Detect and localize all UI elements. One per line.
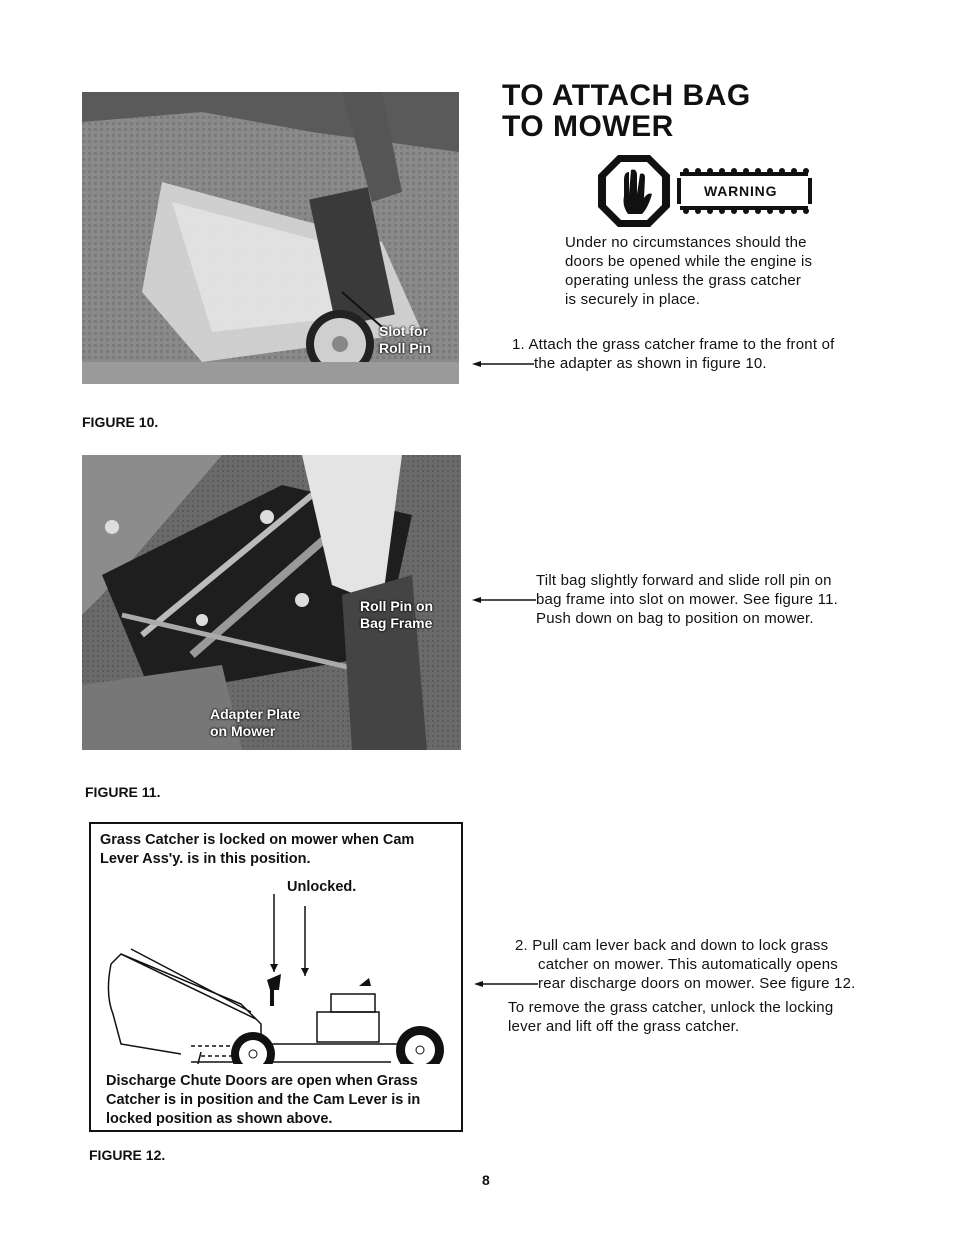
text-line: Lever Ass'y. is in this position. xyxy=(100,851,311,867)
unlocked-label: Unlocked. xyxy=(287,879,357,895)
step-2 xyxy=(515,936,905,955)
figure-12-caption: FIGURE 12. xyxy=(89,1147,166,1163)
step-tilt-line: Tilt bag slightly forward and slide roll pin on xyxy=(536,572,832,589)
warning-line: is securely in place. xyxy=(565,291,701,308)
label-line: Slot for xyxy=(379,323,428,339)
remove-line: lever and lift off the grass catcher. xyxy=(508,1018,740,1035)
title-line-2: TO MOWER xyxy=(502,110,674,143)
step-tilt-line: Push down on bag to position on mower. xyxy=(536,610,814,627)
warning-line: doors be opened while the engine is xyxy=(565,253,813,270)
warning-label: WARNING xyxy=(704,183,778,199)
warning-line: operating unless the grass catcher xyxy=(565,272,802,289)
pointer-arrow-icon xyxy=(472,595,538,605)
figure-12-box xyxy=(89,822,463,1132)
page-title xyxy=(502,80,802,142)
step-2-line-3: rear discharge doors on mower. See figure 12. xyxy=(538,975,856,992)
step-2-number: 2. xyxy=(515,937,528,954)
mower-line-diagram xyxy=(91,894,461,1064)
figure-11-roll-pin-label xyxy=(360,598,433,632)
pointer-arrow-icon xyxy=(472,359,536,369)
step-1 xyxy=(512,335,902,354)
text-line: Discharge Chute Doors are open when Grass xyxy=(106,1073,418,1089)
figure-10-label xyxy=(379,323,431,357)
label-line: Adapter Plate xyxy=(210,706,301,722)
step-tilt-line: bag frame into slot on mower. See figure 11. xyxy=(536,591,839,608)
figure-10-photo xyxy=(82,92,459,384)
text-line: Catcher is in position and the Cam Lever is in xyxy=(106,1092,421,1108)
text-line: locked position as shown above. xyxy=(106,1111,333,1127)
figure-11-caption: FIGURE 11. xyxy=(85,784,161,800)
figure-12-top-text xyxy=(100,831,460,869)
figure-11-adapter-label xyxy=(210,706,300,740)
step-1-line-1: Attach the grass catcher frame to the front of xyxy=(528,336,835,353)
step-1-line-2: the adapter as shown in figure 10. xyxy=(534,355,767,372)
warning-line: Under no circumstances should the xyxy=(565,234,807,251)
title-line-1: TO ATTACH BAG xyxy=(502,79,751,112)
figure-12-bottom-text xyxy=(106,1072,462,1129)
step-tilt xyxy=(536,571,906,628)
label-line: Bag Frame xyxy=(360,615,433,631)
remove-instructions xyxy=(508,998,908,1036)
label-line: Roll Pin on xyxy=(360,598,434,614)
label-line: Roll Pin xyxy=(379,340,432,356)
step-1-number: 1. xyxy=(512,336,525,353)
label-line: on Mower xyxy=(210,723,276,739)
figure-10-caption: FIGURE 10. xyxy=(82,414,159,430)
warning-block xyxy=(598,150,818,230)
pointer-arrow-icon xyxy=(474,979,540,989)
warning-text xyxy=(565,233,865,309)
figure-11-photo xyxy=(82,455,461,750)
step-2-line-1: Pull cam lever back and down to lock grass xyxy=(532,937,829,954)
step-2-line-2: catcher on mower. This automatically opens xyxy=(538,956,838,973)
remove-line: To remove the grass catcher, unlock the locking xyxy=(508,999,834,1016)
text-line: Grass Catcher is locked on mower when Cam xyxy=(100,832,415,848)
page-number: 8 xyxy=(482,1172,490,1188)
